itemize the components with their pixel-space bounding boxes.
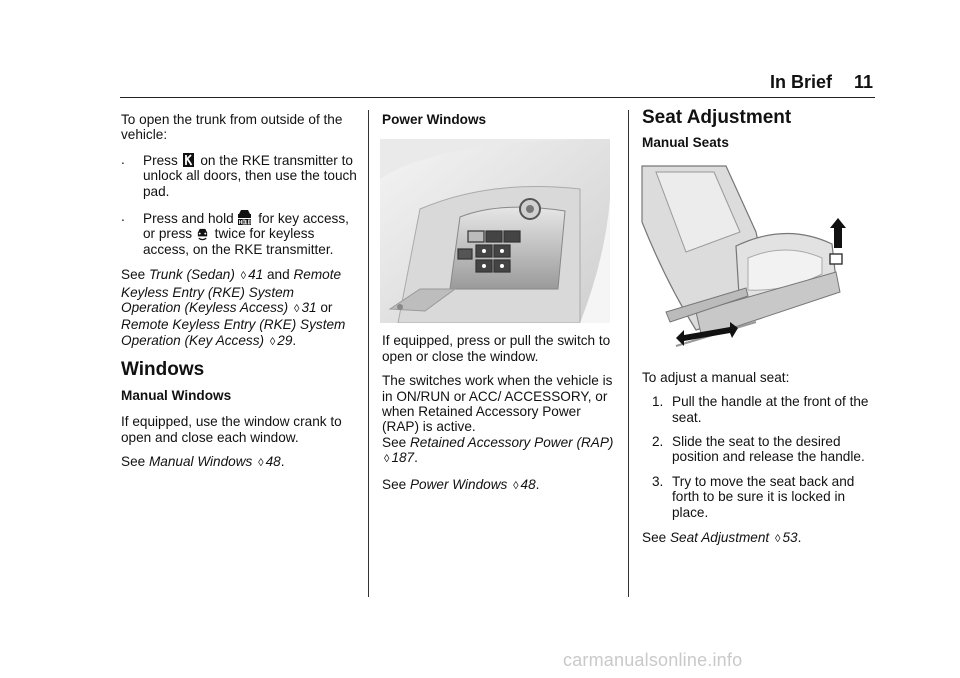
page-ref-icon: ◊	[269, 335, 276, 348]
xref-title[interactable]: Remote Keyless Entry (RKE) System Operation (Key Access)	[121, 317, 346, 348]
manual-windows-heading: Manual Windows	[121, 387, 232, 403]
power-windows-text-2: The switches work when the vehicle is in ON/RUN or ACC/ ACCESSORY, or when Retained Accessory Power (RAP) is active.	[382, 373, 613, 435]
seat-adjustment-heading: Seat Adjustment	[642, 107, 792, 128]
column-3	[642, 107, 877, 556]
page-number: 11	[853, 72, 873, 92]
xref-page[interactable]: 29	[277, 332, 293, 348]
step-number: 2.	[652, 434, 664, 450]
section-title: In Brief	[769, 72, 832, 92]
see-label: See	[382, 476, 407, 492]
see-label: See	[121, 453, 146, 469]
bullet-hold	[121, 209, 357, 257]
xref-page[interactable]: 48	[265, 453, 281, 469]
see-label: See	[121, 267, 146, 283]
xref-page[interactable]: 53	[782, 530, 798, 546]
step-text: Pull the handle at the front of the seat.	[672, 394, 869, 425]
xref-page[interactable]: 41	[248, 267, 264, 283]
keyless-trunk-icon	[196, 228, 209, 241]
bullet-text: Press and hold	[143, 211, 234, 227]
column-2	[382, 112, 614, 503]
manual-seats-heading: Manual Seats	[642, 135, 729, 151]
step-number: 1.	[652, 394, 664, 410]
page-ref-icon: ◊	[258, 456, 264, 469]
column-1	[121, 112, 357, 480]
xref-page[interactable]: 31	[301, 300, 317, 316]
running-header	[770, 72, 873, 93]
conjunction: and	[266, 267, 290, 283]
list-item	[642, 474, 877, 520]
bullet-text: for key access, or press	[143, 211, 349, 242]
hold-trunk-icon	[237, 209, 252, 226]
list-item	[642, 434, 877, 465]
xref-page[interactable]: 187	[391, 450, 415, 466]
see-label: See	[642, 530, 667, 546]
page-ref-icon: ◊	[384, 453, 390, 466]
power-window-switch-illustration	[380, 139, 610, 323]
xref-title[interactable]: Remote Keyless Entry (RKE) System Operation (Keyless Access)	[121, 267, 342, 316]
power-windows-see: See Power Windows ◊ 48.	[382, 476, 540, 492]
trunk-intro: To open the trunk from outside of the vehicle:	[121, 112, 343, 143]
watermark: carmanualsonline.info	[563, 650, 743, 670]
column-divider-2	[628, 110, 629, 597]
seat-see-also: See Seat Adjustment ◊ 53.	[642, 530, 802, 546]
page-ref-icon: ◊	[775, 533, 781, 546]
manual-windows-text: If equipped, use the window crank to open and close each window.	[121, 414, 342, 445]
conjunction: or	[320, 300, 333, 316]
manual-seat-illustration	[636, 162, 864, 358]
step-text: Slide the seat to the desired position and release the handle.	[672, 434, 865, 465]
page-ref-icon: ◊	[513, 479, 519, 492]
xref-page[interactable]: 48	[520, 476, 536, 492]
xref-title[interactable]: Retained Accessory Power (RAP)	[409, 434, 614, 450]
xref-title[interactable]: Seat Adjustment	[669, 530, 770, 546]
column-divider-1	[368, 110, 369, 597]
header-rule	[120, 97, 875, 98]
xref-title[interactable]: Manual Windows	[148, 453, 253, 469]
unlock-key-icon	[182, 152, 195, 168]
seat-steps	[642, 394, 877, 520]
bullet-text: twice for keyless access, on the RKE transmitter.	[143, 226, 334, 257]
page-ref-icon: ◊	[294, 303, 300, 316]
power-windows-text-1: If equipped, press or pull the switch to open or close the window.	[382, 333, 611, 364]
seat-intro: To adjust a manual seat:	[642, 369, 790, 385]
bullet-text: on the RKE transmitter to unlock all doors, then use the touch pad.	[143, 152, 357, 199]
power-windows-heading: Power Windows	[382, 112, 487, 127]
bullet-mark: .	[121, 151, 125, 167]
bullet-text: Press	[143, 152, 178, 168]
xref-title[interactable]: Trunk (Sedan)	[148, 267, 235, 283]
bullet-mark: .	[121, 209, 125, 225]
step-text: Try to move the seat back and forth to be sure it is locked in place.	[672, 473, 855, 520]
bullet-unlock	[121, 152, 357, 199]
windows-heading: Windows	[121, 359, 205, 381]
see-label: See	[382, 434, 407, 450]
page-ref-icon: ◊	[240, 270, 247, 283]
trunk-see-also: See Trunk (Sedan) ◊ 41 and Remote Keyless Entry (RKE) System Operation (Keyless Access) ◊ 31 or Remote Keyless Entry (RKE) System Operation (Key Access) ◊ 29.	[121, 267, 346, 348]
xref-title[interactable]: Power Windows	[409, 476, 508, 492]
list-item	[642, 394, 877, 425]
manual-windows-see: See Manual Windows ◊ 48.	[121, 453, 285, 469]
rap-see-also: See Retained Accessory Power (RAP) ◊ 187.	[382, 434, 614, 466]
step-number: 3.	[652, 473, 664, 489]
